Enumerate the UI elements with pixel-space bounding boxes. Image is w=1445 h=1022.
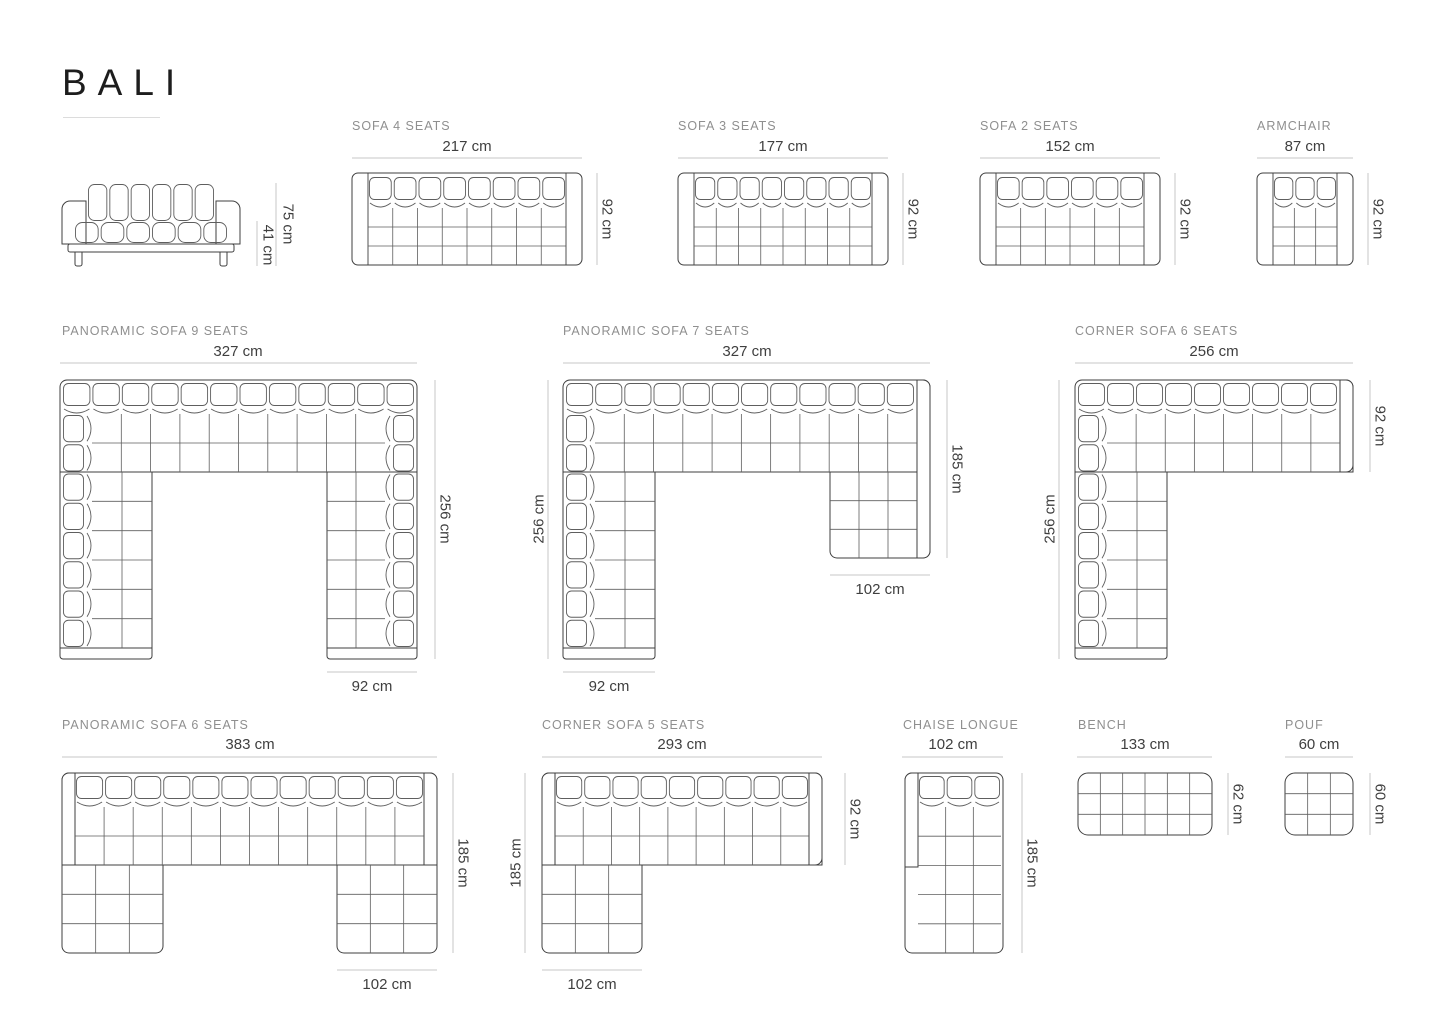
dim-chaise-depth: 185 cm xyxy=(1023,838,1041,888)
dim-sofa2-width: 152 cm xyxy=(1045,138,1095,155)
dim-corner6-width: 256 cm xyxy=(1189,343,1239,360)
dim-corner5-chaise-width: 102 cm xyxy=(567,976,617,993)
dim-pano7-chaise-width: 102 cm xyxy=(855,581,905,598)
dim-armchair-width: 87 cm xyxy=(1284,138,1326,155)
label-corner-sofa-6-seats: CORNER SOFA 6 SEATS xyxy=(1075,324,1239,338)
label-armchair: ARMCHAIR xyxy=(1257,119,1332,133)
dim-bench-width: 133 cm xyxy=(1120,736,1170,753)
dim-pano6-depth: 185 cm xyxy=(454,838,472,888)
label-sofa-2-seats: SOFA 2 SEATS xyxy=(980,119,1079,133)
dim-pouf-depth: 60 cm xyxy=(1371,783,1389,825)
dim-front-total-height: 75 cm xyxy=(279,203,297,245)
label-pouf: POUF xyxy=(1285,718,1324,732)
label-bench: BENCH xyxy=(1078,718,1127,732)
dim-pano6-chaise-width: 102 cm xyxy=(362,976,412,993)
dim-sofa4-width: 217 cm xyxy=(442,138,492,155)
dim-pano9-leg-width: 92 cm xyxy=(351,678,393,695)
dim-corner5-width: 293 cm xyxy=(657,736,707,753)
dim-pano9-width: 327 cm xyxy=(213,343,263,360)
dim-sofa2-depth: 92 cm xyxy=(1176,198,1194,240)
dim-sofa4-depth: 92 cm xyxy=(598,198,616,240)
dim-sofa3-width: 177 cm xyxy=(758,138,808,155)
dim-corner6-left-depth: 256 cm xyxy=(1041,494,1059,544)
dim-pano6-width: 383 cm xyxy=(225,736,275,753)
dim-corner5-depth: 92 cm xyxy=(846,798,864,840)
dim-pano9-depth: 256 cm xyxy=(436,494,454,544)
dim-pouf-width: 60 cm xyxy=(1298,736,1340,753)
dim-corner6-depth: 92 cm xyxy=(1371,405,1389,447)
dim-pano7-right-depth: 185 cm xyxy=(948,444,966,494)
label-sofa-3-seats: SOFA 3 SEATS xyxy=(678,119,777,133)
dim-sofa3-depth: 92 cm xyxy=(904,198,922,240)
dim-front-seat-height: 41 cm xyxy=(259,224,277,266)
label-corner-sofa-5-seats: CORNER SOFA 5 SEATS xyxy=(542,718,706,732)
label-panoramic-sofa-9-seats: PANORAMIC SOFA 9 SEATS xyxy=(62,324,249,338)
dim-pano7-leg-width: 92 cm xyxy=(588,678,630,695)
label-chaise-longue: CHAISE LONGUE xyxy=(903,718,1019,732)
page-title: BALI xyxy=(62,62,187,103)
dim-chaise-width: 102 cm xyxy=(928,736,978,753)
dim-armchair-depth: 92 cm xyxy=(1369,198,1387,240)
dim-pano7-width: 327 cm xyxy=(722,343,772,360)
dim-pano7-left-depth: 256 cm xyxy=(530,494,548,544)
dim-bench-depth: 62 cm xyxy=(1229,783,1247,825)
title-underline xyxy=(63,117,160,118)
dim-corner5-left-depth: 185 cm xyxy=(507,838,525,888)
label-panoramic-sofa-7-seats: PANORAMIC SOFA 7 SEATS xyxy=(563,324,750,338)
label-sofa-4-seats: SOFA 4 SEATS xyxy=(352,119,451,133)
label-panoramic-sofa-6-seats: PANORAMIC SOFA 6 SEATS xyxy=(62,718,249,732)
